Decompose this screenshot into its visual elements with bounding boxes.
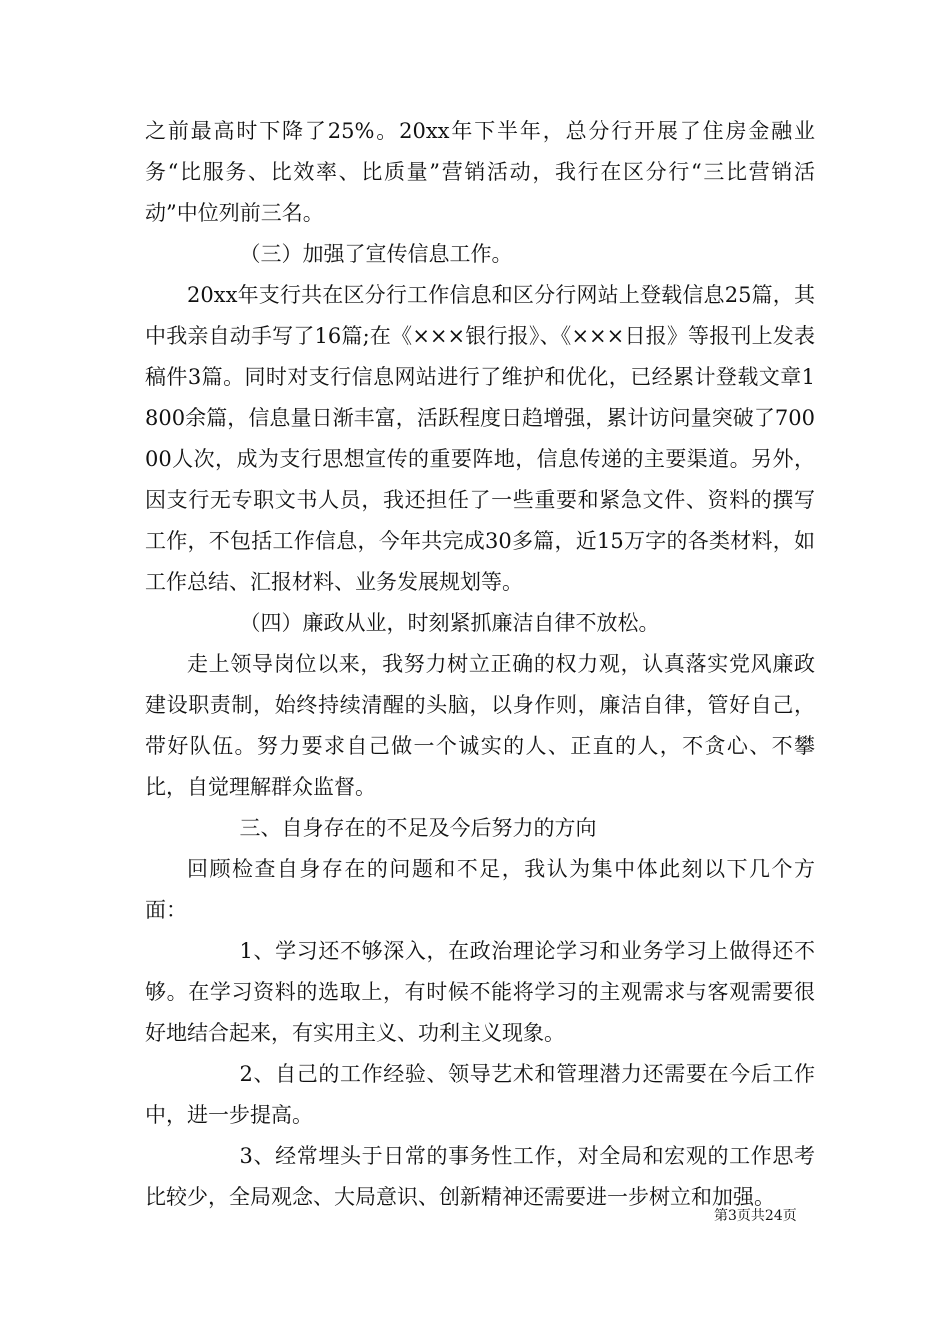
list-item-experience: 2、自己的工作经验、领导艺术和管理潜力还需要在今后工作中，进一步提高。 — [145, 1062, 815, 1127]
paragraph-continuation: 之前最高时下降了25%。20xx年下半年，总分行开展了住房金融业务“比服务、比效率、比质量”营销活动，我行在区分行“三比营销活动”中位列前三名。 — [145, 119, 815, 225]
section-heading-publicity: （三）加强了宣传信息工作。 — [239, 242, 513, 266]
page-number-footer: 第3页共24页 — [714, 1208, 797, 1224]
paragraph-publicity: 20xx年支行共在区分行工作信息和区分行网站上登载信息25篇，其中我亲自动手写了16篇;在《×××银行报》、《×××日报》等报刊上发表稿件3篇。同时对支行信息网站进行了维护和优化，已经累计登载文章1800余篇，信息量日渐丰富，活跃程度日趋增强，累计访问量突破了70000人次，成为支行思想宣传的重要阵地，信息传递的主要渠道。另外，因支行无专职文书人员，我还担任了一些重要和紧急文件、资料的撰写工作，不包括工作信息，今年共完成30多篇，近15万字的各类材料，如工作总结、汇报材料、业务发展规划等。 — [145, 283, 815, 594]
section-heading-shortcomings: 三、自身存在的不足及今后努力的方向 — [239, 816, 597, 840]
paragraph-integrity: 走上领导岗位以来，我努力树立正确的权力观，认真落实党风廉政建设职责制，始终持续清醒的头脑，以身作则，廉洁自律，管好自己，带好队伍。努力要求自己做一个诚实的人、正直的人，不贪心、不攀比，自觉理解群众监督。 — [145, 652, 815, 799]
document-body — [145, 111, 815, 1218]
list-item-study: 1、学习还不够深入，在政治理论学习和业务学习上做得还不够。在学习资料的选取上，有时候不能将学习的主观需求与客观需要很好地结合起来，有实用主义、功利主义现象。 — [145, 939, 815, 1045]
paragraph-review: 回顾检查自身存在的问题和不足，我认为集中体此刻以下几个方面： — [145, 857, 815, 922]
list-item-routine-work: 3、经常埋头于日常的事务性工作，对全局和宏观的工作思考比较少，全局观念、大局意识、创新精神还需要进一步树立和加强。 — [145, 1144, 815, 1209]
section-heading-integrity: （四）廉政从业，时刻紧抓廉洁自律不放松。 — [239, 611, 660, 635]
